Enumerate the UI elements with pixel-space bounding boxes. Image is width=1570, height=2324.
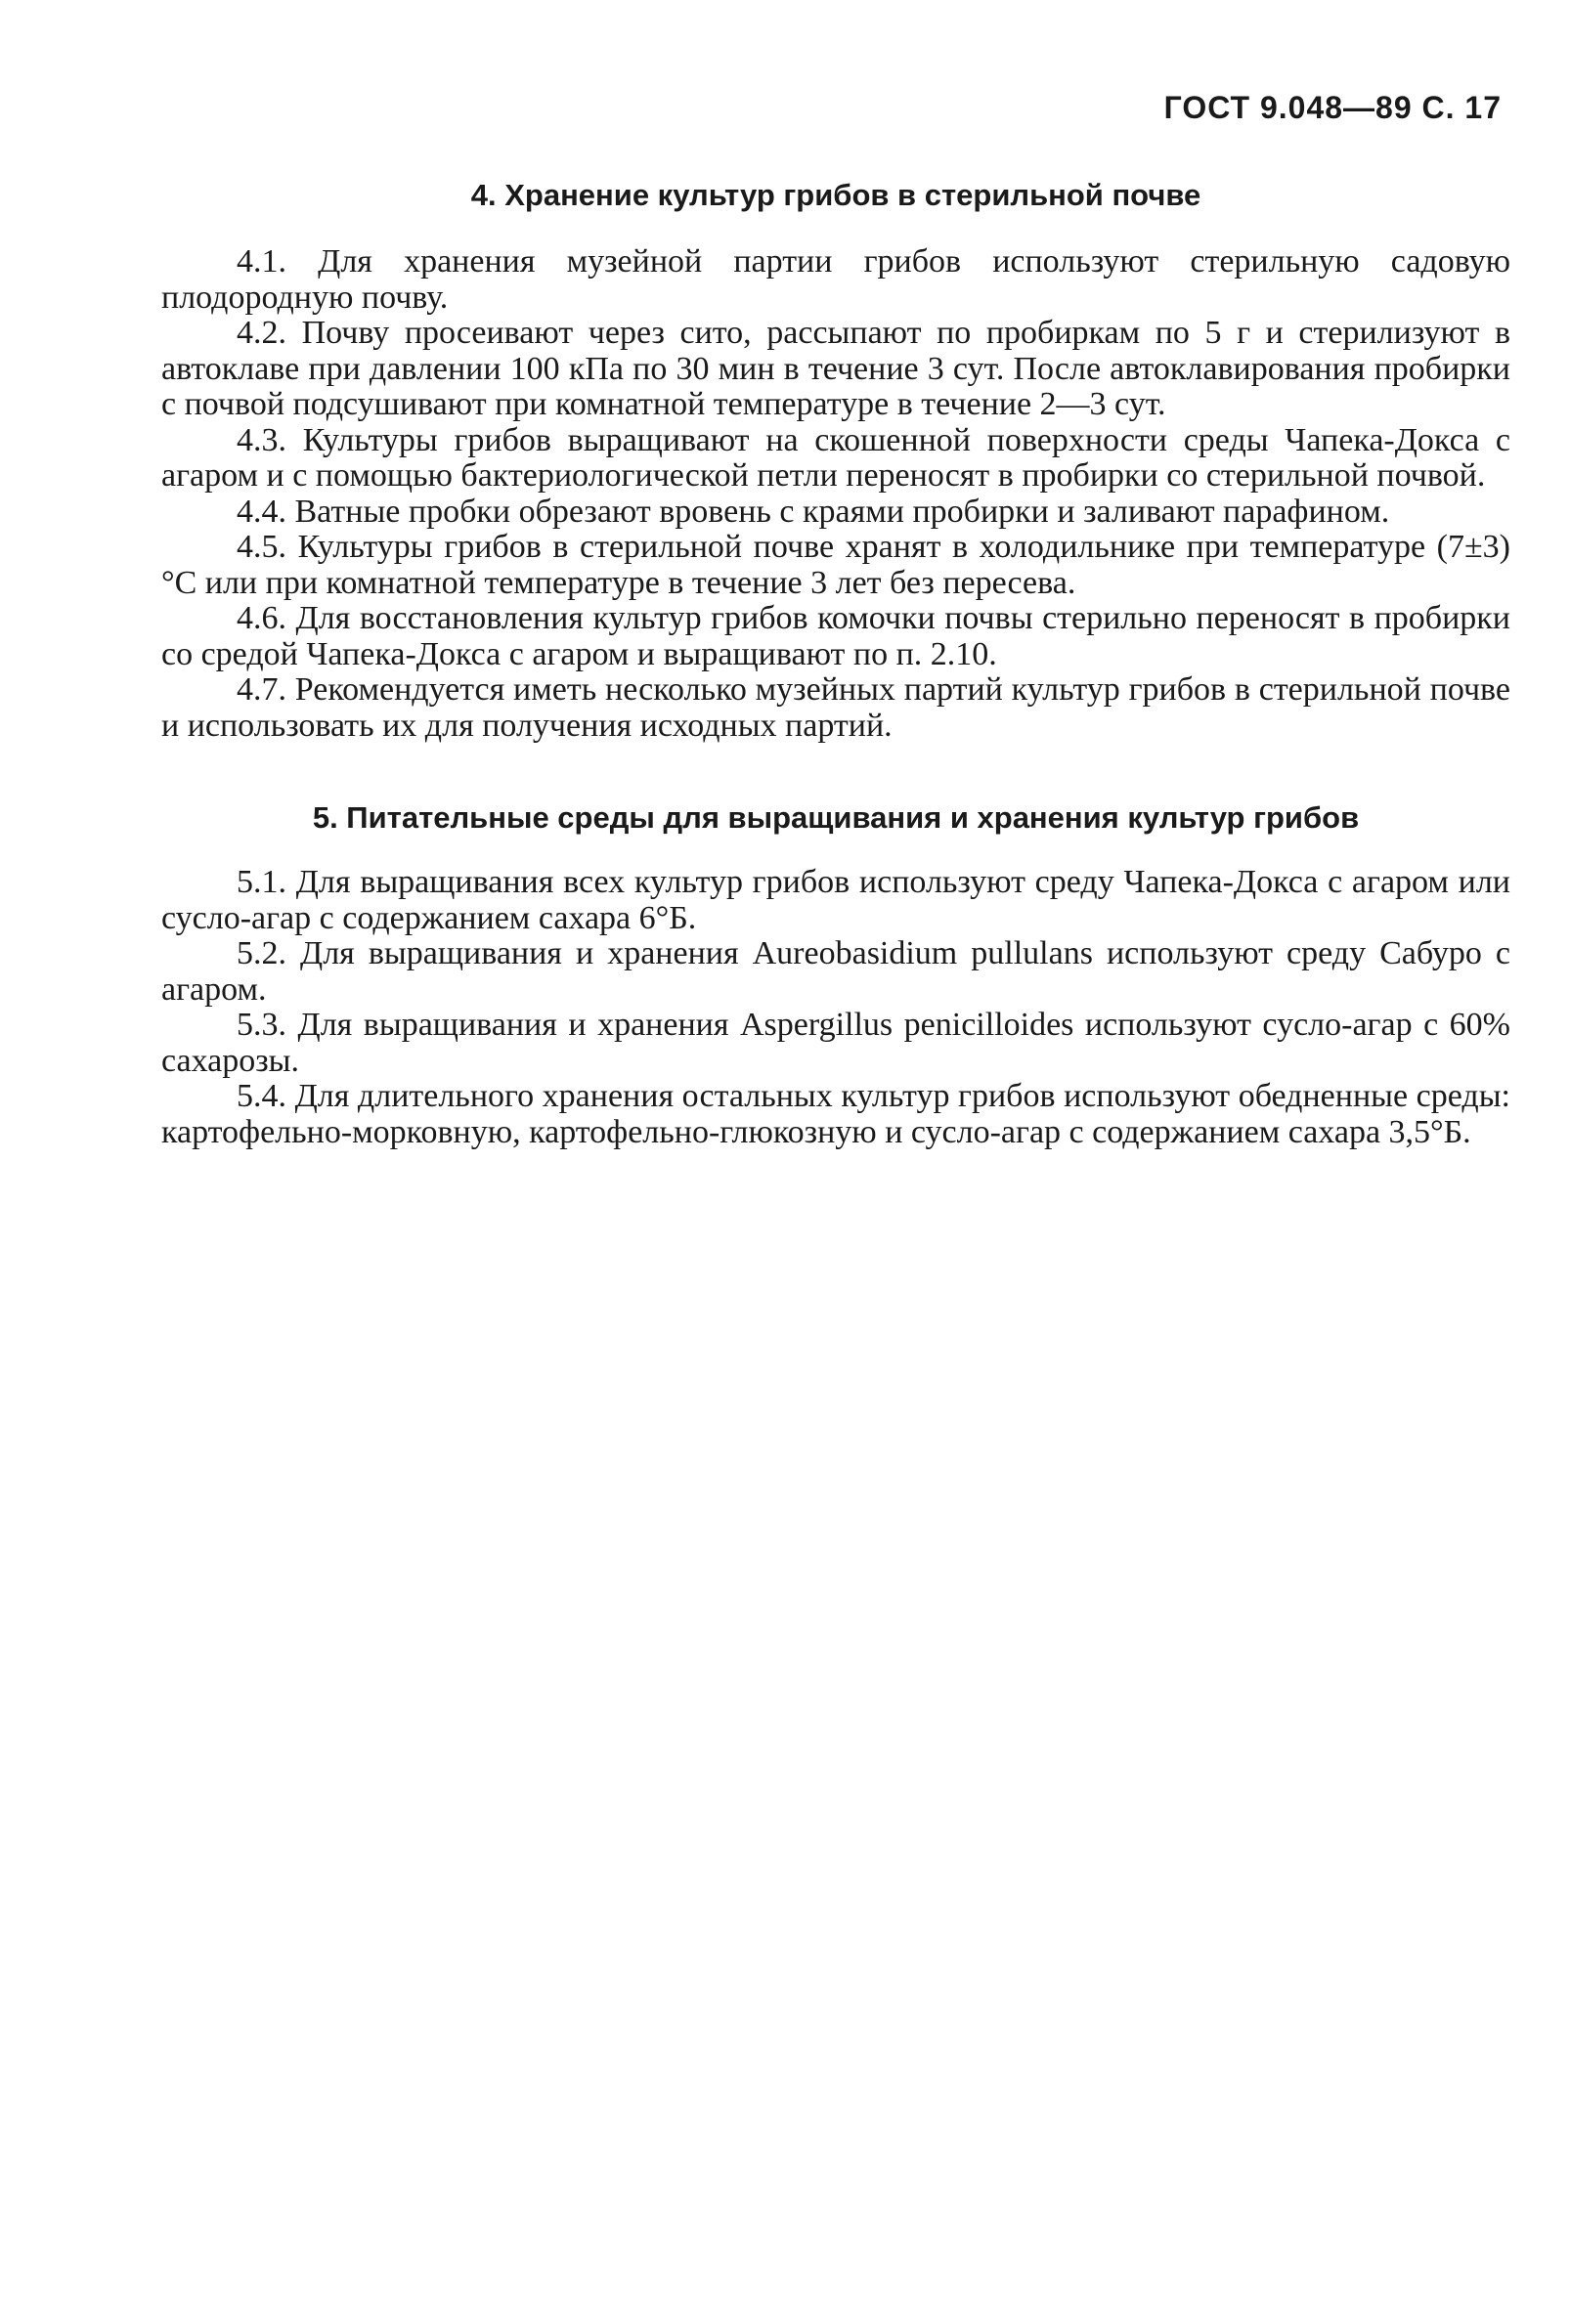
paragraph-4-7: 4.7. Рекомендуется иметь несколько музейных партий культур грибов в стерильной почве и использовать их для получения исходных партий.	[161, 671, 1510, 744]
paragraph-5-4: 5.4. Для длительного хранения остальных культур грибов используют обедненные среды: картофельно-морковную, картофельно-глюкозную и сусло-агар с содержанием сахара 3,5°Б.	[161, 1078, 1510, 1150]
paragraph-5-1: 5.1. Для выращивания всех культур грибов используют среду Чапека-Докса с агаром или сусло-агар с содержанием сахара 6°Б.	[161, 864, 1510, 936]
section-5	[161, 791, 1510, 1150]
paragraph-4-1: 4.1. Для хранения музейной партии грибов используют стерильную садовую плодородную почву.	[161, 243, 1510, 316]
paragraph-5-2: 5.2. Для выращивания и хранения Aureobasidium pullulans используют среду Сабуро с агаром.	[161, 935, 1510, 1008]
paragraph-4-6: 4.6. Для восстановления культур грибов комочки почвы стерильно переносят в пробирки со средой Чапека-Докса с агаром и выращивают по п. 2.10.	[161, 600, 1510, 672]
paragraph-5-3: 5.3. Для выращивания и хранения Aspergillus penicilloides используют сусло-агар с 60% сахарозы.	[161, 1007, 1510, 1079]
section-5-title: 5. Питательные среды для выращивания и хранения культур грибов	[312, 800, 1360, 835]
paragraph-4-3: 4.3. Культуры грибов выращивают на скошенной поверхности среды Чапека-Докса с агаром и с помощью бактериологической петли переносят в пробирки со стерильной почвой.	[161, 421, 1510, 494]
paragraph-4-4: 4.4. Ватные пробки обрезают вровень с краями пробирки и заливают парафином.	[237, 493, 1390, 530]
running-head: ГОСТ 9.048—89 С. 17	[1163, 90, 1502, 125]
paragraph-4-2: 4.2. Почву просеивают через сито, рассыпают по пробиркам по 5 г и стерилизуют в автоклаве при давлении 100 кПа по 30 мин в течение 3 сут. После автоклавирования пробирки с почвой подсушивают при комнатной температуре в течение 2—3 сут.	[161, 315, 1510, 422]
paragraph-4-5: 4.5. Культуры грибов в стерильной почве хранят в холодильнике при температуре (7±3)°С или при комнатной температуре в течение 3 лет без пересева.	[161, 529, 1510, 601]
page-body	[161, 168, 1510, 1150]
section-4-title: 4. Хранение культур грибов в стерильной почве	[470, 178, 1201, 212]
section-4	[161, 168, 1510, 744]
